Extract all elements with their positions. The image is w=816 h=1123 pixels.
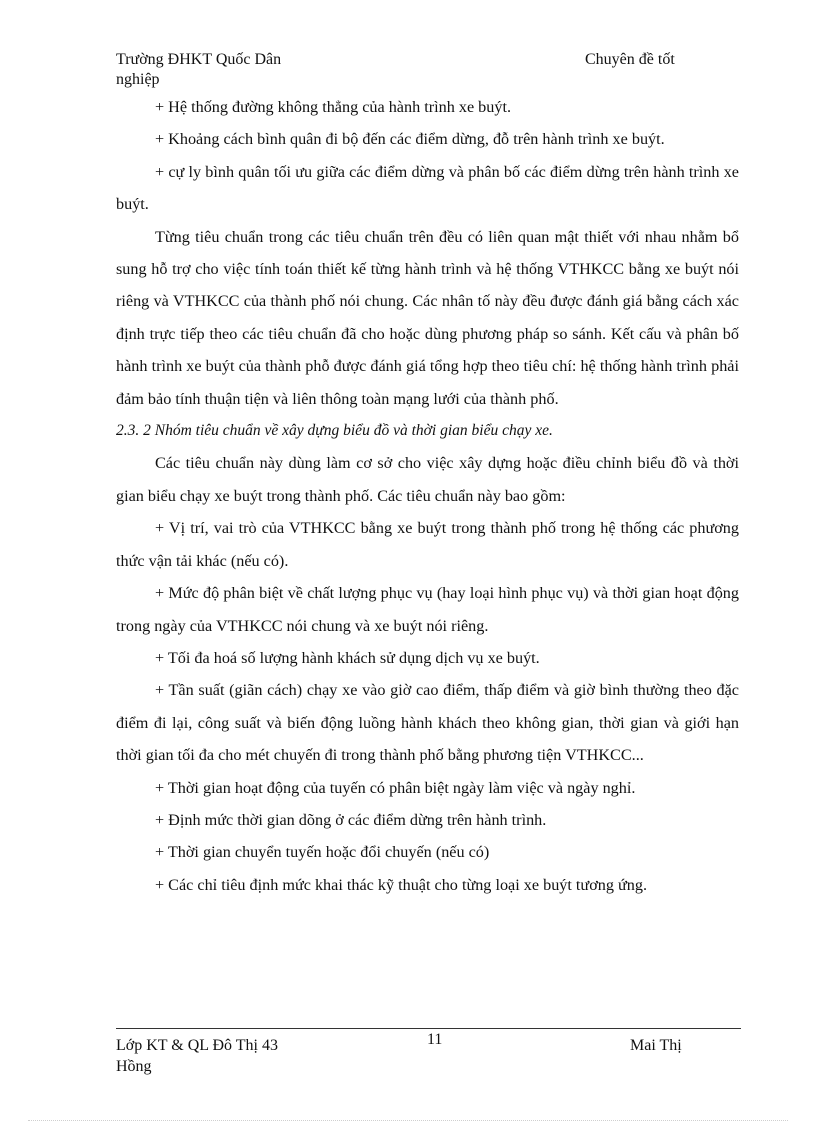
footer-class: Lớp KT & QL Đô Thị 43 xyxy=(116,1037,278,1054)
header-school: Trường ĐHKT Quốc Dân xyxy=(116,51,282,68)
paragraph-7: + Mức độ phân biệt về chất lượng phục vụ (hay loại hình phục vụ) và thời gian hoạt động trong ngày của VTHKCC nói chung và xe buýt nói riêng. xyxy=(116,584,739,635)
paragraph-11: + Định mức thời gian dõng ở các điểm dừng trên hành trình. xyxy=(155,810,547,829)
footer-author: Mai Thị xyxy=(630,1037,682,1054)
page-edge-dotted-line xyxy=(28,1120,788,1121)
paragraph-10: + Thời gian hoạt động của tuyến có phân biệt ngày làm việc và ngày nghỉ. xyxy=(155,778,636,797)
footer-wrap: Hồng xyxy=(116,1058,152,1075)
paragraph-9: + Tần suất (giãn cách) chạy xe vào giờ cao điểm, thấp điểm và giờ bình thường theo đặc điểm đi lại, công suất và biến động luồng hành khách theo không gian, thời gian và giới hạn thời gian tối đa cho mét chuyến đi trong thành phố bằng phương tiện VTHKCC... xyxy=(116,681,739,765)
paragraph-8: + Tối đa hoá số lượng hành khách sử dụng dịch vụ xe buýt. xyxy=(155,648,540,667)
page-number: 11 xyxy=(427,1031,443,1048)
paragraph-2: + Khoảng cách bình quân đi bộ đến các điểm dừng, đỗ trên hành trình xe buýt. xyxy=(155,130,665,149)
header-wrap: nghiệp xyxy=(116,71,160,88)
paragraph-3: + cự ly bình quân tối ưu giữa các điểm dừng và phân bố các điểm dừng trên hành trình xe buýt. xyxy=(116,162,739,214)
section-heading: 2.3. 2 Nhóm tiêu chuẩn về xây dựng biểu đồ và thời gian biểu chạy xe. xyxy=(116,422,553,440)
header-right: Chuyên đề tốt xyxy=(585,51,675,68)
footer-left xyxy=(116,1035,346,1077)
document-body xyxy=(116,91,739,901)
paragraph-5: Các tiêu chuẩn này dùng làm cơ sở cho việc xây dựng hoặc điều chỉnh biểu đồ và thời gian biểu chạy xe buýt trong thành phố. Các tiêu chuẩn này bao gồm: xyxy=(116,454,739,505)
paragraph-13: + Các chỉ tiêu định mức khai thác kỹ thuật cho từng loại xe buýt tương ứng. xyxy=(155,875,647,894)
header-left xyxy=(116,50,356,90)
footer-divider xyxy=(116,1028,741,1029)
paragraph-6: + Vị trí, vai trò của VTHKCC bằng xe buýt trong thành phố trong hệ thống các phương thức vận tải khác (nếu có). xyxy=(116,519,739,570)
paragraph-4: Từng tiêu chuẩn trong các tiêu chuẩn trên đều có liên quan mật thiết với nhau nhằm bổ sung hỗ trợ cho việc tính toán thiết kế từng hành trình và hệ thống VTHKCC bằng xe buýt nói riêng và VTHKCC của thành phố nói chung. Các nhân tố này đều được đánh giá bằng cách xác định trực tiếp theo các tiêu chuẩn đã cho hoặc dùng phương pháp so sánh. Kết cấu và phân bố hành trình xe buýt của thành phỗ được đánh giá tổng hợp theo tiêu chí: hệ thống hành trình phải đảm bảo tính thuận tiện và liên thông toàn mạng lưới của thành phố. xyxy=(116,227,739,408)
paragraph-12: + Thời gian chuyển tuyến hoặc đổi chuyến (nếu có) xyxy=(155,843,490,862)
paragraph-1: + Hệ thống đường không thẳng của hành trình xe buýt. xyxy=(155,98,511,116)
